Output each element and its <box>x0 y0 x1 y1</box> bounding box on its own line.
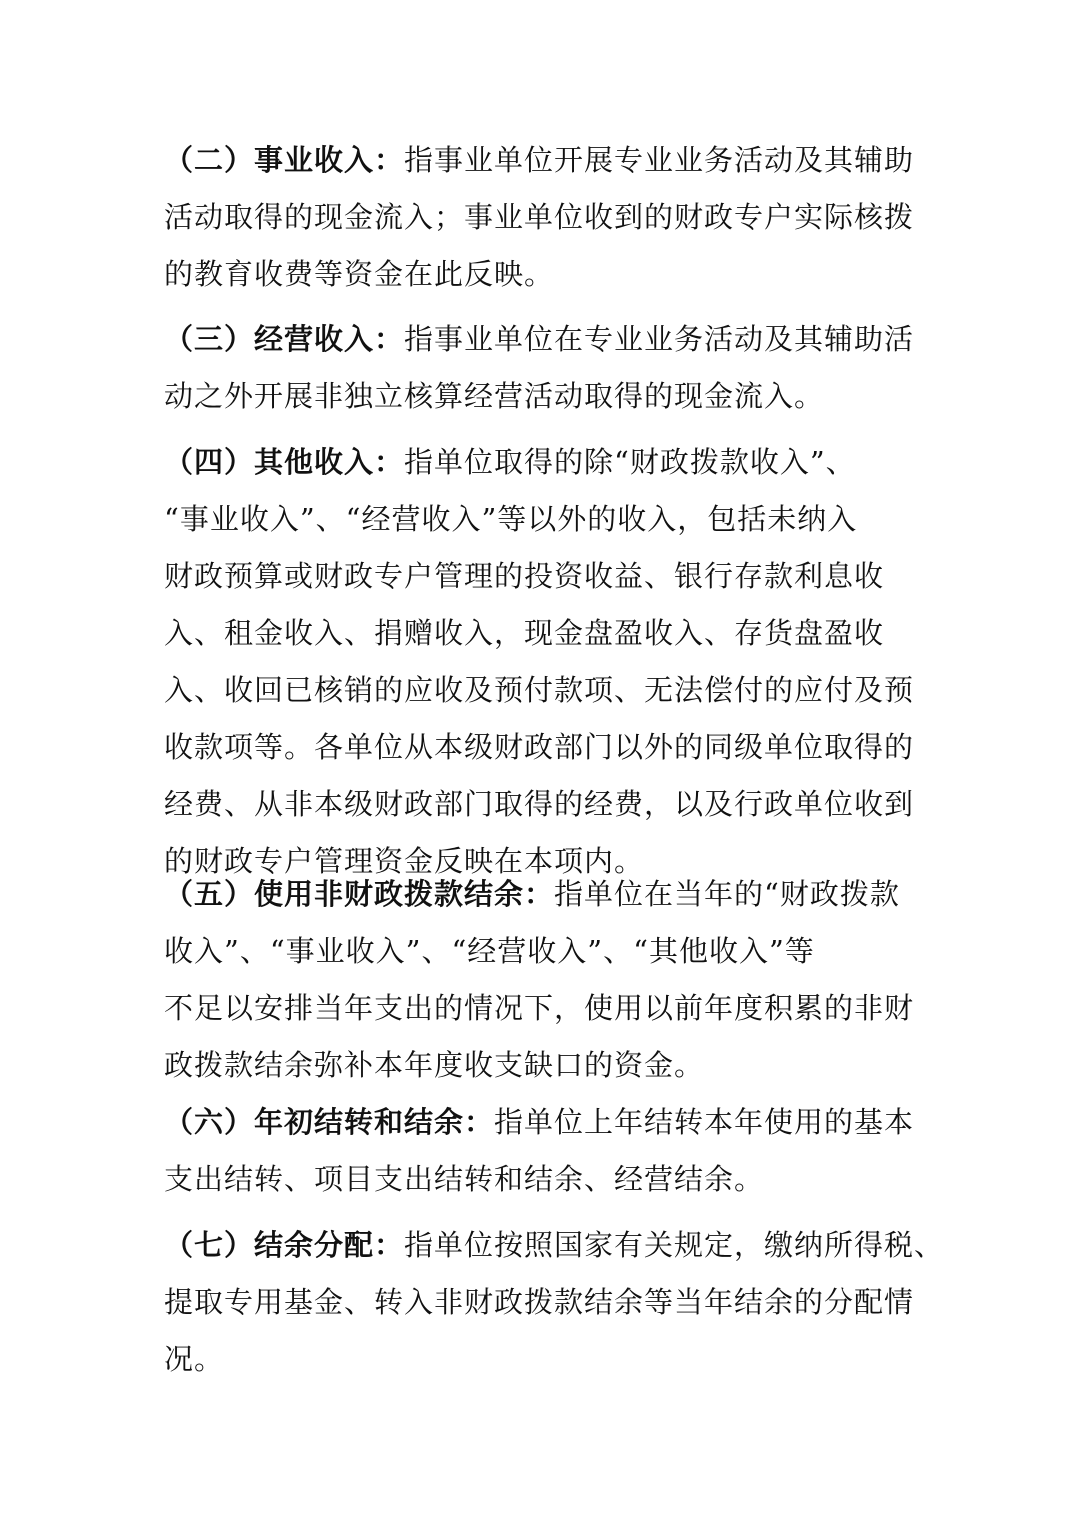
paragraph-term: （七）结余分配： <box>164 1228 405 1262</box>
paragraph-surplus-distribution <box>164 1217 945 1388</box>
paragraph-line: 支出结转、项目支出结转和结余、经营结余。 <box>164 1162 765 1196</box>
paragraph-line: 财政预算或财政专户管理的投资收益、银行存款利息收 <box>164 559 885 593</box>
paragraph-line: “事业收入”、“经营收入”等以外的收入，包括未纳入 <box>164 502 858 536</box>
paragraph-line: 政拨款结余弥补本年度收支缺口的资金。 <box>164 1048 705 1082</box>
paragraph-line: 动之外开展非独立核算经营活动取得的现金流入。 <box>164 379 825 413</box>
paragraph-line: 入、租金收入、捐赠收入，现金盘盈收入、存货盘盈收 <box>164 616 885 650</box>
paragraph-line: 提取专用基金、转入非财政拨款结余等当年结余的分配情 <box>164 1285 915 1319</box>
paragraph-line: 的教育收费等资金在此反映。 <box>164 257 555 291</box>
paragraph-text: 指事业单位开展专业业务活动及其辅助 <box>404 143 915 177</box>
paragraph-line <box>164 866 900 923</box>
paragraph-line <box>164 1094 915 1151</box>
paragraph-line: 收入”、“事业收入”、“经营收入”、“其他收入”等 <box>164 934 815 968</box>
paragraph-non-fiscal-balance <box>164 866 915 1094</box>
paragraph-text: 指事业单位在专业业务活动及其辅助活 <box>404 322 915 356</box>
paragraph-line: 活动取得的现金流入；事业单位收到的财政专户实际核拨 <box>164 200 915 234</box>
paragraph-text: 指单位在当年的“财政拨款 <box>554 877 900 911</box>
paragraph-term: （四）其他收入： <box>164 445 405 479</box>
paragraph-line: 的财政专户管理资金反映在本项内。 <box>164 844 645 878</box>
paragraph-carryover-balance <box>164 1094 915 1208</box>
paragraph-other-income <box>164 434 915 890</box>
paragraph-line <box>164 132 915 189</box>
paragraph-term: （五）使用非财政拨款结余： <box>164 877 555 911</box>
paragraph-term: （三）经营收入： <box>164 322 405 356</box>
paragraph-text: 指单位上年结转本年使用的基本 <box>494 1105 915 1139</box>
paragraph-line: 收款项等。各单位从本级财政部门以外的同级单位取得的 <box>164 730 915 764</box>
paragraph-term: （二）事业收入： <box>164 143 405 177</box>
paragraph-line <box>164 434 894 491</box>
paragraph-line: 经费、从非本级财政部门取得的经费，以及行政单位收到 <box>164 787 915 821</box>
paragraph-term: （六）年初结转和结余： <box>164 1105 495 1139</box>
paragraph-text: 指单位按照国家有关规定，缴纳所得税、 <box>404 1228 945 1262</box>
paragraph-line: 入、收回已核销的应收及预付款项、无法偿付的应付及预 <box>164 673 915 707</box>
paragraph-operating-income <box>164 311 915 425</box>
paragraph-line <box>164 311 915 368</box>
paragraph-line: 况。 <box>164 1342 225 1376</box>
paragraph-line <box>164 1217 945 1274</box>
paragraph-text: 指单位取得的除“财政拨款收入”、 <box>404 445 856 479</box>
paragraph-business-income <box>164 132 915 303</box>
paragraph-line: 不足以安排当年支出的情况下，使用以前年度积累的非财 <box>164 991 915 1025</box>
